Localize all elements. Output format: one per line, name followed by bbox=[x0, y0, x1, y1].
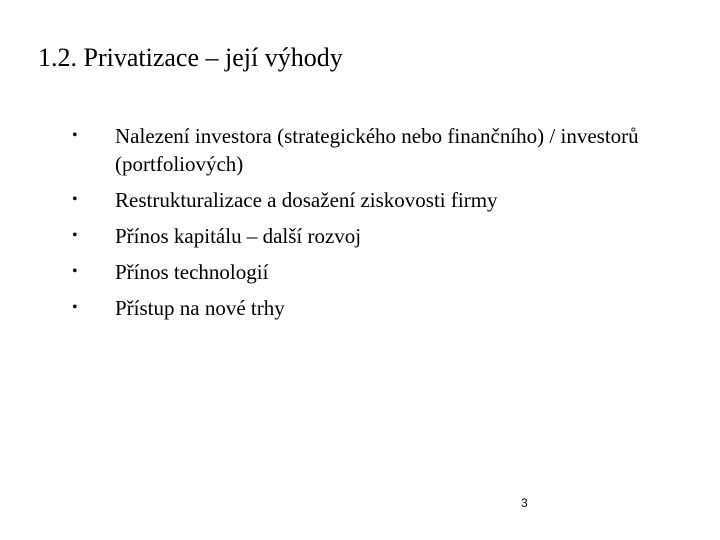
bullet-item bbox=[0, 222, 720, 250]
bullet-marker: • bbox=[72, 227, 78, 244]
page-number: 3 bbox=[521, 496, 528, 510]
bullet-item bbox=[0, 122, 720, 178]
bullet-text-line: Přístup na nové trhy bbox=[115, 296, 285, 320]
bullet-item bbox=[0, 186, 720, 214]
slide-title: 1.2. Privatizace – její výhody bbox=[38, 43, 343, 72]
bullet-item bbox=[0, 294, 720, 322]
bullet-marker: • bbox=[72, 191, 78, 208]
bullet-list bbox=[0, 122, 720, 330]
bullet-text-line: Přínos technologií bbox=[115, 260, 269, 284]
bullet-text-line: Přínos kapitálu – další rozvoj bbox=[115, 224, 362, 248]
bullet-marker: • bbox=[72, 263, 78, 280]
bullet-text-line: Nalezení investora (strategického nebo finančního) / investorů bbox=[115, 124, 639, 148]
bullet-text-line: (portfoliových) bbox=[115, 152, 244, 176]
bullet-item bbox=[0, 258, 720, 286]
bullet-marker: • bbox=[72, 127, 78, 144]
bullet-text-line: Restrukturalizace a dosažení ziskovosti firmy bbox=[115, 188, 498, 212]
bullet-marker: • bbox=[72, 299, 78, 316]
